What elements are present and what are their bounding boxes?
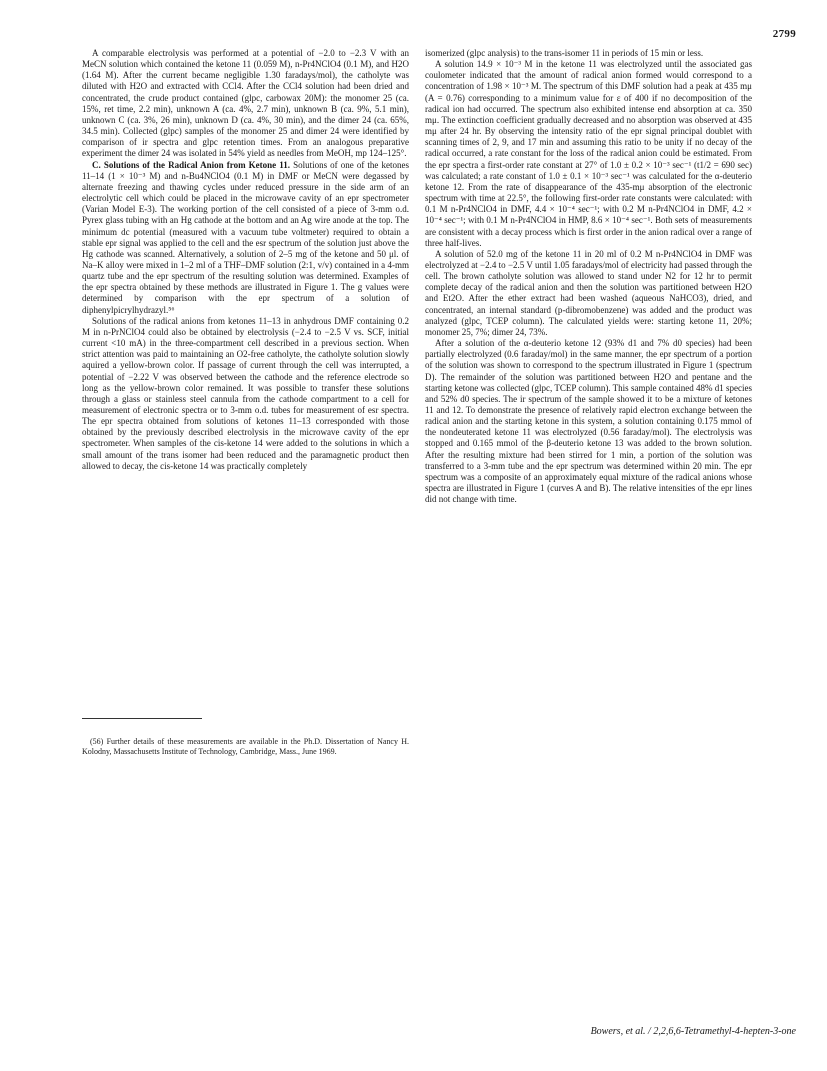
page-number: 2799 [772,28,796,40]
paragraph-anhydrous-dmf: Solutions of the radical anions from ketones 11–13 in anhydrous DMF containing 0.2 M in n-PrNClO4 could also be obtained by electrolysis (−2.4 to −2.5 V vs. SCF, initial current <10 mA) in the three-compartment cell described in a previous section. When strict attention was paid to maintaining an O2-free catholyte, the catholyte solution slowly aquired a yellow-brown color. If passage of current through the cell was interrupted, a potential of −2.22 V was observed between the cathode and the reference electrode so long as the yellow-brown color remained. It was possible to transfer these solutions through a glass or stainless steel cannula from the cathode compartment to a cell for measurement of electronic spectra or to 3-mm o.d. tubes for measurement of esr spectra. The epr spectra obtained from solutions of ketones 11–13 corresponded with those obtained by the previously described electrolysis in the microwave cavity of the epr spectrometer. When samples of the cis-ketone 14 were added to the solutions in which a small amount of the trans isomer had been reduced and the paramagnetic product then allowed to decay, the cis-ketone 14 was practically completely [82,315,409,471]
right-column [425,48,752,505]
paragraph-product-yields: A solution of 52.0 mg of the ketone 11 in 20 ml of 0.2 M n-Pr4NClO4 in DMF was electrolyzed at −2.4 to −2.5 V until 1.05 faradays/mol of electricity had passed through the cell. The brown catholyte solution was allowed to stand under N2 for 12 hr to permit complete decay of the radical anion and then the solution was partitioned between H2O and Et2O. After the ether extract had been washed (aqueous NaHCO3), dried, and concentrated, an internal standard (p-dibromobenzene) was added and the product was analyzed (glpc, TCEP column). The calculated yields were: starting ketone 11, 20%; monomer 25, 7%; dimer 24, 73%. [425,248,752,337]
footnote-56 [82,737,409,757]
paragraph-radical-anion-solutions [82,160,409,316]
footnote-text: (56) Further details of these measurements are available in the Ph.D. Dissertation of Nancy H. Kolodny, Massachusetts Institute of Technology, Cambridge, Mass., June 1969. [82,737,409,756]
paragraph-isomerized-continuation: isomerized (glpc analysis) to the trans-isomer 11 in periods of 15 min or less. [425,48,704,58]
paragraph-rate-constants: A solution 14.9 × 10⁻³ M in the ketone 11 was electrolyzed until the associated gas coulometer indicated that the amount of radical anion formed would correspond to a concentration of 1.98 × 10⁻³ M. The spectrum of this DMF solution had a peak at 435 mμ (A = 0.76) corresponding to a minimum value for ε of 400 if no decomposition of the radical ion had occurred. The spectrum also exhibited intense end absorption at ca. 350 mμ. The extinction coefficient gradually decreased and no absorption was observed at 435 mμ after 24 hr. By observing the intensity ratio of the epr signal principal doublet with scanning times of 2, 9, and 17 min and assuming this ratio to be unity if no decay of the radical occurred, a rate constant for the loss of the radical anion could be estimated. From the epr spectra a first-order rate constant at 27° of 1.0 ± 0.2 × 10⁻³ sec⁻¹ (t1/2 = 690 sec) was calculated; a rate constant of 1.0 ± 0.1 × 10⁻³ sec⁻¹ was calculated for the α-deuterio ketone 12. From the rate of disappearance of the 435-mμ absorption of the electronic spectrum with time at 22.5°, the following first-order rate constants were calculated: with 0.1 M n-Pr4NClO4 in DMF, 4.4 × 10⁻⁴ sec⁻¹; with 0.2 M n-Pr4NClO4 in DMF, 4.2 × 10⁻⁴ sec⁻¹; with 0.1 M n-Pr4NClO4 in HMP, 8.6 × 10⁻⁴ sec⁻¹. Both sets of measurements are consistent with a decay process which is first order in the anion radical over a range of three half-lives. [425,59,752,248]
section-heading-c: C. Solutions of the Radical Anion from Ketone 11. [92,159,290,170]
paragraph-comparable-electrolysis: A comparable electrolysis was performed at a potential of −2.0 to −2.3 V with an MeCN solution which contained the ketone 11 (0.059 M), n-Pr4NClO4 (0.1 M), and H2O (1.64 M). After the current became negligible 1.30 faradays/mol), the catholyte was diluted with H2O and extracted with CCl4. After the CCl4 solution had been dried and concentrated, the crude product contained (glpc, carbowax 20M): the monomer 25 (ca. 15%, ret time, 2.2 min), unknown A (ca. 4%, 2.7 min), unknown B (ca. 9%, 5.1 min), unknown C (ca. 3%, 26 min), unknown D (ca. 4%, 30 min), and the dimer 24 (ca. 65%, 34.5 min). Collected (glpc) samples of the monomer 25 and dimer 24 were identified by comparison of ir spectra and glpc retention times. From an analogous preparative experiment the dimer 24 was isolated in 54% yield as needles from MeOH, mp 124–125°. [82,48,409,159]
section-c-body: Solutions of one of the ketones 11–14 (1 × 10⁻³ M) and n-Bu4NClO4 (0.1 M) in DMF or MeCN were degassed by alternate freezing and thawing cycles under reduced pressure in the side arm of an electrolytic cell which could be placed in the microwave cavity of an epr spectrometer (Varian Model E-3). The working portion of the cell consisted of a piece of 3-mm o.d. Pyrex glass tubing with an Hg cathode at the bottom and an Ag wire anode at the top. The minimum dc potential (measured with a vacuum tube voltmeter) required to obtain a stable epr signal was applied to the cell and the esr spectrum of the solution just above the Hg cathode was scanned. Alternatively, a solution of 2–5 mg of the ketone and 50 μl. of Na–K alloy were mixed in 1–2 ml of a THF–DMF solution (2:1, v/v) contained in a 4-mm quartz tube and the epr spectrum of the resulting solution was determined. Examples of the epr spectra obtained by these methods are illustrated in Figure 1. The g values were determined by comparison with the epr spectrum of a solution of diphenylpicrylhydrazyl.⁵⁶ [82,159,409,315]
footnote-divider [82,718,202,719]
left-column [82,48,409,472]
paragraph-deuterio-ketone: After a solution of the α-deuterio ketone 12 (93% d1 and 7% d0 species) had been partially electrolyzed (0.6 faraday/mol) in the same manner, the epr spectrum of a portion of the solution was shown to correspond to the spectrum illustrated in Figure 1 (spectrum D). The remainder of the solution was partitioned between H2O and pentane and the starting ketone was collected (glpc, TCEP column). This sample contained 48% d1 species and 52% d0 species. The ir spectrum of the sample showed it to be a mixture of ketones 11 and 12. To demonstrate the presence of relatively rapid electron exchange between the radical anion and the starting ketone in this system, a solution containing 0.175 mmol of the nondeuterated ketone 11 was electrolyzed (0.56 faraday/mol). The electrolysis was stopped and 0.165 mmol of the β-deuterio ketone 13 was added to the brown solution. After the resulting mixture had been stirred for 1 min, a portion of the solution was transferred to a 3-mm tube and the epr spectrum was determined within 20 min. The epr spectrum was a composite of an approximately equal mixture of the radical anions whose spectra are illustrated in Figure 1 (curves A and B). The relative intensities of the epr lines did not change with time. [425,338,752,505]
running-footer: Bowers, et al. / 2,2,6,6-Tetramethyl-4-hepten-3-one [590,1026,796,1037]
